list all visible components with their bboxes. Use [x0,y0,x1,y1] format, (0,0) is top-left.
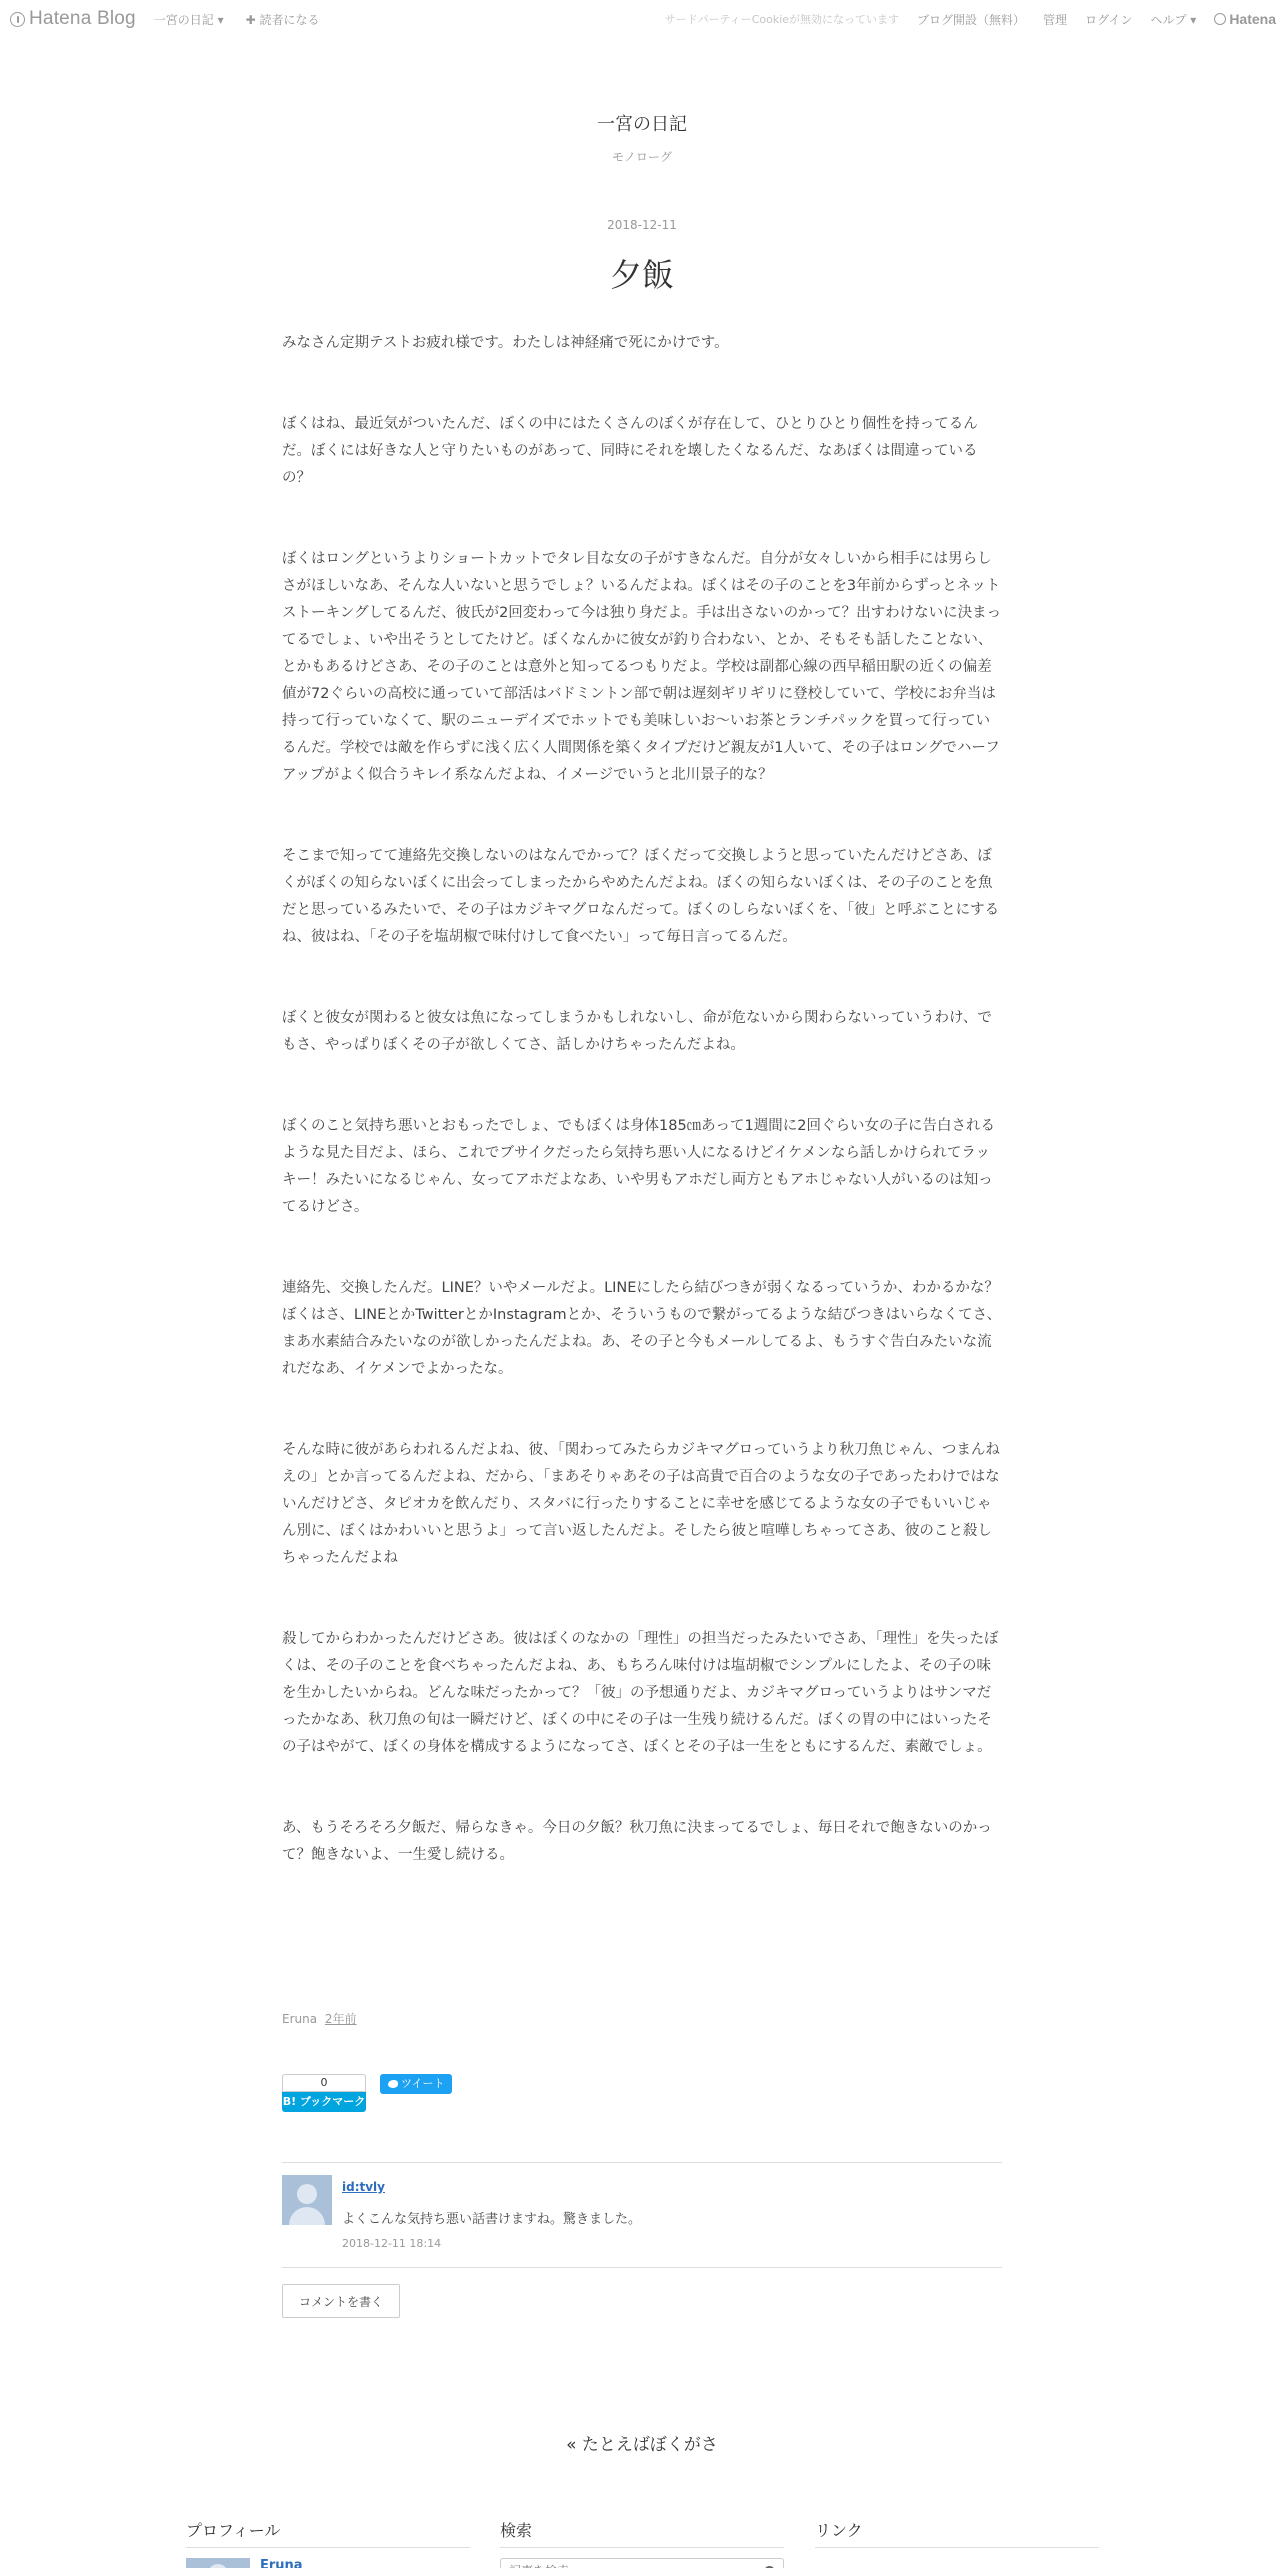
previous-entry-link[interactable]: « たとえばぼくがさ [566,2435,718,2455]
help-dropdown[interactable]: ヘルプ ▾ [1150,12,1197,27]
entry-paragraph: 連絡先、交換したんだ。LINE？いやメールだよ。LINEにしたら結びつきが弱くなるっていうか、わかるかな？ぼくはさ、LINEとかTwitterとかInstagramとか、そういうもので繋がってるような結びつきはいらなくてさ、まあ水素結合みたいなのが欲しかったんだよね。あ、その子と今もメールしてるよ、もうすぐ告白みたいな流れだなあ、イケメンでよかったな。 [282,1280,1002,1377]
logo-text: Hatena Blog [29,8,136,29]
blog-description: モノローグ [612,150,672,164]
write-comment-button[interactable]: コメントを書く [282,2284,400,2318]
comment-list [282,2162,1002,2268]
entry-date[interactable]: 2018-12-11 [607,218,677,232]
top-navigation-bar [0,0,1284,38]
hatena-blog-logo[interactable] [10,8,136,30]
entry-paragraph: 殺してからわかったんだけどさあ。彼はぼくのなかの「理性」の担当だったみたいでさあ、「理性」を失ったぼくは、その子のことを食べちゃったんだよね、あ、もちろん味付けは塩胡椒でシンプルにしたよ、その子の味を生かしたいからね。どんな味だったかって？「彼」の予想通りだよ、カジキマグロっていうよりはサンマだったかなあ、秋刀魚の旬は一瞬だけど、ぼくの中にその子は一生残り続けるんだ。ぼくの胃の中にはいったその子はやがて、ぼくの身体を構成するようになってさ、ぼくとその子は一生をともにするんだ、素敵でしょ。 [282,1631,999,1755]
entry-paragraph: ぼくのこと気持ち悪いとおもったでしょ、でもぼくは身体185㎝あって1週間に2回ぐらい女の子に告白されるような見た目だよ、ほら、これでブサイクだったら気持ち悪い人になるけどイケメンなら話しかけられてラッキー！みたいになるじゃん、女ってアホだよなあ、いや男もアホだし両方ともアホじゃない人がいるのは知ってるけどさ。 [282,1118,995,1215]
share-buttons [282,2074,452,2112]
hatena-bookmark-button[interactable] [282,2074,366,2112]
hatena-mark-icon [1214,13,1226,25]
avatar-head-shape [297,2184,317,2204]
entry-permalink-ago[interactable]: 2年前 [324,2012,357,2026]
hatena-brand-link[interactable] [1214,11,1276,27]
search-input[interactable] [509,2564,764,2568]
entry-paragraph: ぼくと彼女が関わると彼女は魚になってしまうかもしれないし、命が危ないから関わらないっていうわけ、でもさ、やっぱりぼくその子が欲しくてさ、話しかけちゃったんだよね。 [282,1010,992,1053]
cookie-notice: サードパーティーCookieが無効になっています [664,13,900,26]
entry-author[interactable]: Eruna [282,2012,318,2026]
search-module [500,2518,784,2568]
search-module-title: 検索 [500,2518,784,2548]
links-module-title: リンク [815,2518,1099,2548]
profile-avatar[interactable] [186,2558,250,2568]
avatar-body-shape [289,2207,325,2225]
search-box [500,2558,784,2568]
comment-text: よくこんな気持ち悪い話書けますね。驚きました。 [342,2212,642,2227]
pager [0,2430,1284,2455]
login-link[interactable]: ログイン [1085,12,1133,27]
bookmark-label: B! ブックマーク [282,2092,366,2112]
profile-module-title: プロフィール [186,2518,470,2548]
admin-link[interactable]: 管理 [1043,12,1068,27]
comment-user-link[interactable]: id:tvly [342,2180,385,2194]
comment-timestamp: 2018-12-11 18:14 [342,2237,442,2250]
hatena-logo-icon [10,12,25,27]
entry-paragraph: そんな時に彼があらわれるんだよね、彼、「関わってみたらカジキマグロっていうより秋刀魚じゃん、つまんねえの」とか言ってるんだよね、だから、「まあそりゃあその子は高貴で百合のような女の子であったわけではないんだけどさ、タピオカを飲んだり、スタバに行ったりすることに幸せを感じてるような女の子でもいいじゃん別に、ぼくはかわいいと思うよ」って言い返したんだよ。そしたら彼と喧嘩しちゃってさあ、彼のこと殺しちゃったんだよね [282,1442,1000,1566]
blog-title[interactable]: 一宮の日記 [597,114,687,135]
profile-name-link[interactable]: Eruna [260,2558,303,2568]
avatar-head-shape [208,2564,228,2568]
entry-paragraph: ぼくはね、最近気がついたんだ、ぼくの中にはたくさんのぼくが存在して、ひとりひとり個性を持ってるんだ。ぼくには好きな人と守りたいものがあって、同時にそれを壊したくなるんだ、なあぼくは間違っているの？ [282,416,978,486]
profile-module [186,2518,470,2568]
entry-footer-meta [282,2010,357,2027]
entry-body [282,330,1002,1923]
open-blog-link[interactable]: ブログ開設（無料） [917,12,1026,27]
hatena-brand-text: Hatena [1229,11,1276,27]
subscribe-button[interactable]: ✚ 読者になる [245,12,320,27]
blog-menu-dropdown[interactable]: 一宮の日記 ▾ [153,12,224,27]
commenter-avatar[interactable] [282,2175,332,2225]
entry-paragraph: あ、もうそろそろ夕飯だ、帰らなきゃ。今日の夕飯？秋刀魚に決まってるでしょ、毎日それで飽きないのかって？飽きないよ、一生愛し続ける。 [282,1820,992,1863]
bookmark-count: 0 [282,2074,366,2092]
entry-title[interactable]: 夕飯 [609,256,674,294]
twitter-bird-icon [388,2080,398,2088]
tweet-button[interactable] [380,2074,452,2094]
entry-paragraph: そこまで知ってて連絡先交換しないのはなんでかって？ぼくだって交換しようと思っていたんだけどさあ、ぼくがぼくの知らないぼくに出会ってしまったからやめたんだよね。ぼくの知らないぼくは、その子のことを魚だと思っているみたいで、その子はカジキマグロなんだって。ぼくのしらないぼくを、「彼」と呼ぶことにするね、彼はね、「その子を塩胡椒で味付けして食べたい」って毎日言ってるんだ。 [282,848,1000,945]
links-module [815,2518,1099,2548]
entry-paragraph: ぼくはロングというよりショートカットでタレ目な女の子がすきなんだ。自分が女々しいから相手には男らしさがほしいなあ、そんな人いないと思うでしょ？いるんだよね。ぼくはその子のことを3年前からずっとネットストーキングしてるんだ、彼氏が2回変わって今は独り身だよ。手は出さないのかって？出すわけないに決まってるでしょ、いや出そうとしてたけど。ぼくなんかに彼女が釣り合わない、とか、そもそも話したことない、とかもあるけどさあ、その子のことは意外と知ってるつもりだよ。学校は副都心線の西早稲田駅の近くの偏差値が72ぐらいの高校に通っていて部活はバドミントン部で朝は遅刻ギリギリに登校していて、学校にお弁当は持って行っていなくて、駅のニューデイズでホットでも美味しいお〜いお茶とランチパックを買って行っているんだ。学校では敵を作らずに浅く広く人間関係を築くタイプだけど親友が1人いて、その子はロングでハーフアップがよく似合うキレイ系なんだよね、イメージでいうと北川景子的な？ [282,551,1002,783]
tweet-label: ツイート [401,2077,445,2090]
entry-paragraph: みなさん定期テストお疲れ様です。わたしは神経痛で死にかけです。 [282,335,729,351]
